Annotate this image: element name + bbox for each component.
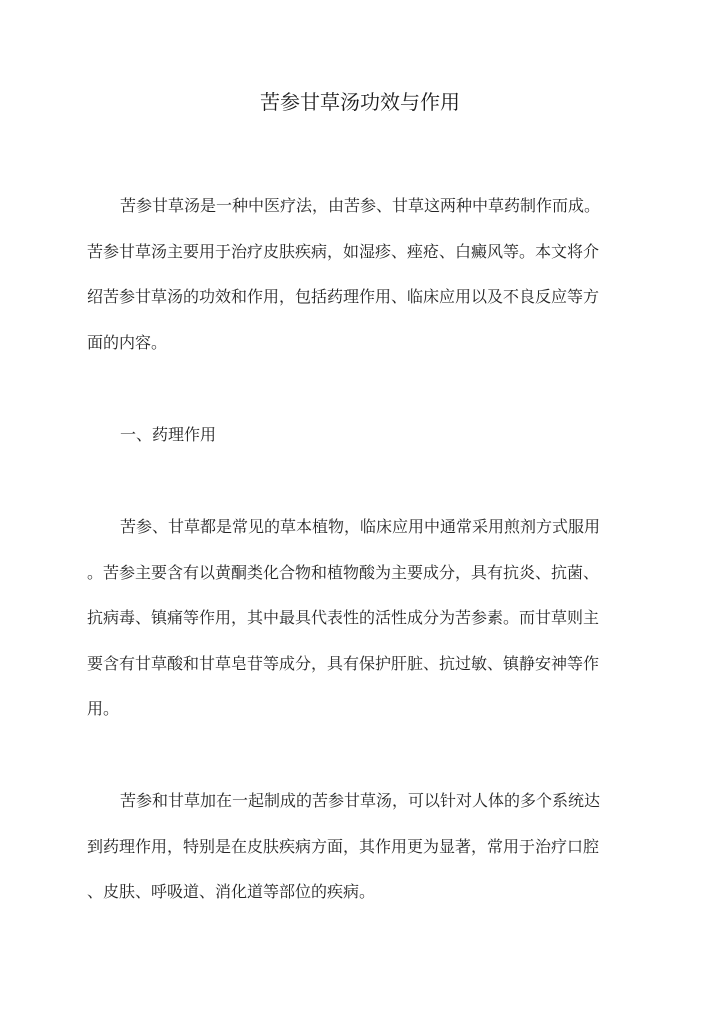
paragraph-line: 苦参甘草汤是一种中医疗法，由苦参、甘草这两种中草药制作而成。 <box>120 196 601 215</box>
paragraph-line: 苦参、甘草都是常见的草本植物，临床应用中通常采用煎剂方式服用 <box>120 517 601 536</box>
intro-paragraph <box>87 183 633 365</box>
combined-effect-paragraph <box>87 778 633 915</box>
paragraph-line: 到药理作用，特别是在皮肤疾病方面，其作用更为显著，常用于治疗口腔 <box>87 836 600 856</box>
section-heading-text: 一、药理作用 <box>120 425 217 444</box>
pharmacology-paragraph <box>87 504 633 732</box>
paragraph-line: 要含有甘草酸和甘草皂苷等成分，具有保护肝脏、抗过敏、镇静安神等作 <box>87 653 600 673</box>
document-title: 苦参甘草汤功效与作用 <box>260 90 460 114</box>
paragraph-line: 、皮肤、呼吸道、消化道等部位的疾病。 <box>87 882 376 901</box>
paragraph-line: 用。 <box>87 699 120 718</box>
paragraph-line: 。苦参主要含有以黄酮类化合物和植物酸为主要成分，具有抗炎、抗菌、 <box>87 562 600 582</box>
paragraph-line: 面的内容。 <box>87 332 168 352</box>
paragraph-line: 苦参和甘草加在一起制成的苦参甘草汤，可以针对人体的多个系统达 <box>120 791 601 810</box>
paragraph-line: 苦参甘草汤主要用于治疗皮肤疾病，如湿疹、痤疮、白癜风等。本文将介 <box>87 241 600 261</box>
section-heading <box>87 412 633 458</box>
paragraph-line: 绍苦参甘草汤的功效和作用，包括药理作用、临床应用以及不良反应等方 <box>87 287 600 306</box>
paragraph-line: 抗病毒、镇痛等作用，其中最具代表性的活性成分为苦参素。而甘草则主 <box>87 608 600 627</box>
